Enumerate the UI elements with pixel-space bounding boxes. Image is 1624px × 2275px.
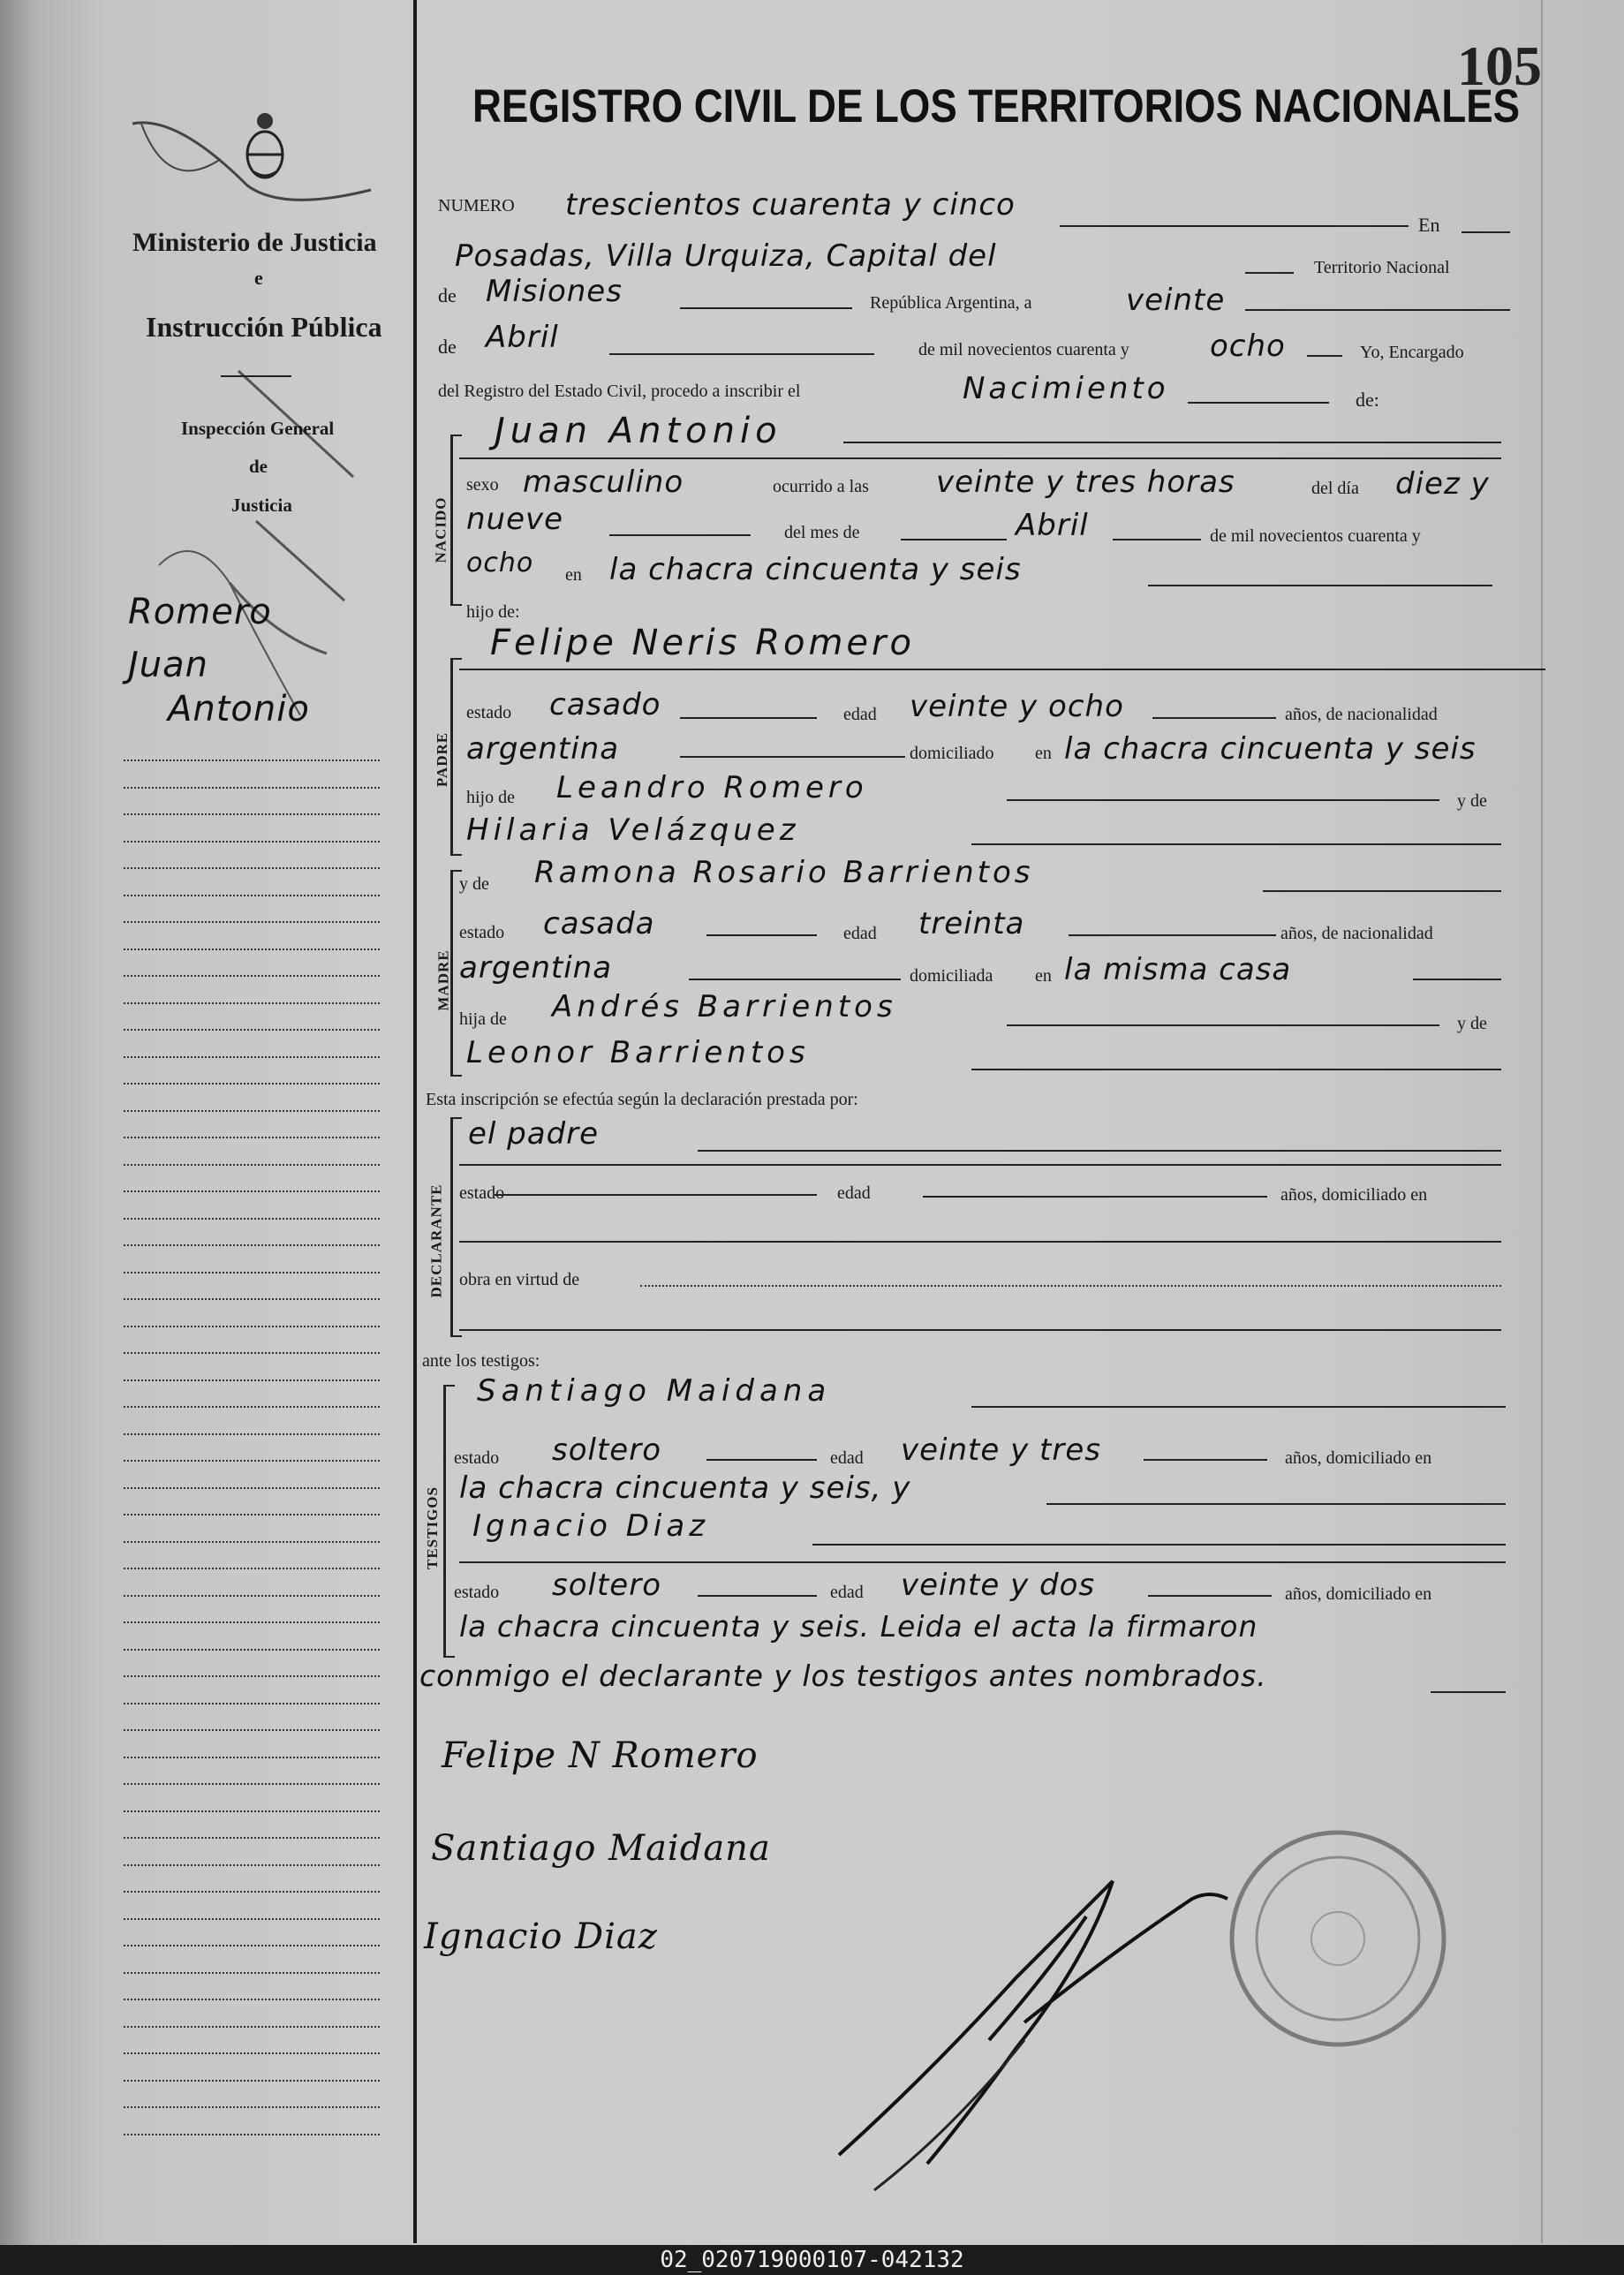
year-value: ocho: [1210, 329, 1286, 364]
margin-ruled-line: [124, 867, 380, 869]
margin-ruled-line: [124, 1433, 380, 1435]
month-line: [609, 353, 874, 355]
inspection-line2: de: [249, 456, 268, 477]
margin-ruled-line: [124, 1190, 380, 1192]
hijo-label: hijo de:: [466, 602, 520, 622]
margin-ruled-line: [124, 949, 380, 950]
margin-ruled-line: [124, 813, 380, 815]
margin-ruled-line: [124, 1298, 380, 1300]
en-label: En: [1418, 214, 1440, 236]
place-value: Posadas, Villa Urquiza, Capital del: [455, 238, 997, 274]
padre-nac-line: [680, 756, 905, 758]
sexo-label: sexo: [466, 475, 499, 495]
declarante-intro: Esta inscripción se efectúa según la declaración prestada por:: [426, 1090, 858, 1109]
margin-ruled-line: [124, 841, 380, 843]
padre-name-line: [459, 669, 1545, 670]
margin-ruled-line: [124, 1703, 380, 1704]
declarante-dom-line: [459, 1241, 1501, 1243]
t2-estado-label: estado: [454, 1583, 500, 1602]
margin-ruled-line: [124, 2106, 380, 2108]
margin-ruled-line: [124, 1864, 380, 1866]
right-edge: [1541, 0, 1543, 2243]
margin-ruled-line: [124, 1783, 380, 1785]
padre-anos-label: años, de nacionalidad: [1285, 705, 1438, 724]
ministry-line2: e: [254, 267, 263, 289]
ministry-line3: Instrucción Pública: [146, 311, 382, 343]
madre-domicilio-label: domiciliada: [910, 966, 993, 986]
dia-value2: nueve: [466, 502, 564, 537]
margin-ruled-line: [124, 1972, 380, 1974]
declarante-estado-label: estado: [459, 1183, 505, 1203]
declarante-bracket: [450, 1117, 462, 1337]
margin-ruled-line: [124, 1945, 380, 1946]
dia2-line: [609, 534, 751, 536]
margin-ruled-line: [124, 2080, 380, 2082]
margin-ruled-line: [124, 1757, 380, 1758]
margin-ruled-line: [124, 1999, 380, 2000]
madre-anos-label: años, de nacionalidad: [1280, 924, 1433, 943]
madre-madre-value: Leonor Barrientos: [466, 1035, 810, 1070]
page-number: 105: [1457, 34, 1542, 97]
margin-ruled-line: [124, 1406, 380, 1408]
margin-ruled-line: [124, 1891, 380, 1893]
dia-value: diez y: [1395, 466, 1490, 502]
registro-label: del Registro del Estado Civil, procedo a inscribir el: [438, 382, 801, 401]
declarante-obra-line2: [459, 1329, 1501, 1331]
closing-line: [1431, 1691, 1506, 1693]
t2-name: Ignacio Diaz: [472, 1508, 710, 1544]
margin-ruled-line: [124, 1568, 380, 1569]
padre-en-label: en: [1035, 744, 1052, 763]
testigos-section-label: TESTIGOS: [424, 1486, 441, 1569]
de2-label: de: [438, 336, 457, 358]
margin-ruled-line: [124, 1837, 380, 1839]
madre-edad-value: treinta: [918, 906, 1025, 941]
madre-domicilio-value: la misma casa: [1064, 952, 1292, 987]
testigos-intro: ante los testigos:: [422, 1351, 540, 1371]
nacido-name-line2: [459, 457, 1501, 459]
padre-estado-label: estado: [466, 703, 512, 722]
t2-dom-value: la chacra cincuenta y seis. Leida el acta la firmaron: [459, 1609, 1258, 1644]
madre-y-de2-label: y de: [1457, 1014, 1487, 1033]
padre-padre-value: Leandro Romero: [556, 770, 868, 805]
del-mes-label: del mes de: [784, 523, 860, 542]
declarante-edad-label: edad: [837, 1183, 871, 1203]
document-title: REGISTRO CIVIL DE LOS TERRITORIOS NACIONALES: [472, 80, 1521, 132]
act-type-line: [1188, 402, 1329, 404]
registrar-signature-icon: [821, 1863, 1316, 2199]
del-dia-label: del día: [1311, 479, 1359, 498]
declarante-section-label: DECLARANTE: [427, 1183, 445, 1298]
madre-en-label: en: [1035, 966, 1052, 986]
signature-2: Santiago Maidana: [431, 1828, 771, 1869]
t1-edad-label: edad: [830, 1448, 864, 1468]
padre-estado-line: [680, 717, 817, 719]
ministry-rule: [221, 375, 291, 377]
padre-section-label: PADRE: [434, 731, 451, 788]
mes-pre-line: [901, 539, 1007, 540]
margin-ruled-line: [124, 1918, 380, 1920]
testigos-bracket: [443, 1385, 455, 1658]
madre-padre-line: [1007, 1024, 1439, 1026]
margin-ruled-line: [124, 1379, 380, 1381]
t1-dom-value: la chacra cincuenta y seis, y: [459, 1470, 911, 1506]
margin-ruled-line: [124, 1649, 380, 1651]
numero-value: trescientos cuarenta y cinco: [565, 187, 1016, 223]
territorio-line: [680, 307, 852, 309]
declarante-estado-line: [495, 1194, 817, 1196]
margin-ruled-line: [124, 1137, 380, 1138]
padre-domicilio-label: domiciliado: [910, 744, 994, 763]
madre-y-de-label: y de: [459, 874, 489, 894]
margin-ruled-line: [124, 1514, 380, 1515]
margin-note-line2: Juan: [128, 645, 209, 685]
margin-ruled-line: [124, 895, 380, 896]
margin-ruled-line: [124, 787, 380, 789]
day-value: veinte: [1126, 283, 1226, 318]
margin-ruled-line: [124, 1002, 380, 1004]
declarante-obra-label: obra en virtud de: [459, 1270, 580, 1289]
t2-estado-value: soltero: [552, 1568, 661, 1603]
margin-ruled-line: [124, 1110, 380, 1112]
nacido-name-line: [843, 442, 1501, 443]
margin-ruled-line: [124, 921, 380, 923]
margin-ruled-line: [124, 2052, 380, 2054]
madre-section-label: MADRE: [434, 949, 452, 1011]
t1-anos-label: años, domiciliado en: [1285, 1448, 1432, 1468]
margin-ruled-line: [124, 1029, 380, 1031]
inspection-line1: Inspección General: [181, 418, 335, 439]
margin-ruled-line: [124, 1460, 380, 1462]
territorio-value: Misiones: [486, 274, 623, 309]
margin-ruled-line: [124, 975, 380, 977]
margin-ruled-line: [124, 1675, 380, 1677]
mil-label: de mil novecientos cuarenta y: [918, 340, 1129, 359]
madre-estado-label: estado: [459, 923, 505, 942]
ocurrido-label: ocurrido a las: [773, 477, 869, 496]
t1-estado-line: [706, 1459, 817, 1461]
margin-ruled-line: [124, 1541, 380, 1543]
madre-hija-label: hija de: [459, 1009, 507, 1029]
closing-text: conmigo el declarante y los testigos antes nombrados.: [419, 1659, 1267, 1693]
margin-ruled-line: [124, 1272, 380, 1274]
t1-dom-line: [1046, 1503, 1506, 1505]
signature-3: Ignacio Diaz: [424, 1916, 658, 1957]
madre-nac-line: [689, 979, 901, 980]
madre-nac-value: argentina: [459, 950, 613, 986]
margin-ruled-line: [124, 760, 380, 761]
madre-padre-value: Andrés Barrientos: [552, 989, 897, 1024]
margin-ruled-line: [124, 1352, 380, 1354]
madre-estado-value: casada: [543, 906, 655, 941]
t1-edad-line: [1144, 1459, 1267, 1461]
t1-estado-value: soltero: [552, 1432, 661, 1468]
mes-value: Abril: [1016, 508, 1089, 543]
sexo-value: masculino: [523, 465, 684, 500]
day-line: [1245, 309, 1510, 311]
margin-ruled-line: [124, 1595, 380, 1597]
t2-edad-line: [1148, 1595, 1272, 1597]
declarante-anos-label: años, domiciliado en: [1280, 1185, 1428, 1205]
t1-estado-label: estado: [454, 1448, 500, 1468]
padre-madre-line: [971, 843, 1501, 845]
margin-ruled-line: [124, 1083, 380, 1085]
t2-name-line2: [459, 1561, 1506, 1563]
madre-estado-line: [706, 934, 817, 936]
margin-ruled-line: [124, 2026, 380, 2028]
numero-line: [1060, 225, 1409, 227]
lugar-line: [1148, 585, 1492, 586]
margin-ruled-line: [124, 1810, 380, 1812]
nacido-bracket: [450, 435, 462, 606]
inspection-line3: Justicia: [231, 495, 292, 516]
padre-name: Felipe Neris Romero: [490, 623, 915, 663]
territorio-label: Territorio Nacional: [1314, 258, 1450, 277]
hora-value: veinte y tres horas: [936, 465, 1235, 500]
scan-id-footer: 02_020719000107-042132: [0, 2245, 1624, 2275]
padre-bracket: [450, 658, 462, 856]
declarante-name-line2: [459, 1164, 1501, 1166]
declarante-obra-line: [640, 1285, 1501, 1287]
nacido-section-label: NACIDO: [432, 496, 449, 563]
en-line: [1462, 231, 1510, 233]
nacido-lugar-value: la chacra cincuenta y seis: [609, 552, 1022, 587]
madre-edad-label: edad: [843, 924, 877, 943]
year-line: [1307, 355, 1342, 357]
padre-domicilio-value: la chacra cincuenta y seis: [1064, 731, 1477, 767]
madre-domicilio-line: [1413, 979, 1501, 980]
padre-nac-value: argentina: [466, 731, 620, 767]
margin-ruled-line: [124, 1056, 380, 1058]
padre-madre-value: Hilaria Velázquez: [466, 812, 800, 848]
margin-note-line3: Antonio: [168, 689, 310, 729]
t2-anos-label: años, domiciliado en: [1285, 1584, 1432, 1604]
margin-ruled-line: [124, 1218, 380, 1220]
t2-name-line: [812, 1544, 1506, 1546]
ministry-line1: Ministerio de Justicia: [132, 228, 377, 257]
margin-ruled-line: [124, 2134, 380, 2135]
margin-ruled-line: [124, 1487, 380, 1489]
margin-ruled-line: [124, 1326, 380, 1327]
act-type-value: Nacimiento: [963, 371, 1169, 406]
padre-padre-line: [1007, 799, 1439, 801]
padre-edad-label: edad: [843, 705, 877, 724]
republica-label: República Argentina, a: [870, 293, 1032, 313]
de-label: de: [438, 284, 457, 306]
margin-ruled-line: [124, 1244, 380, 1246]
padre-estado-value: casado: [549, 687, 661, 722]
padre-edad-value: veinte y ocho: [910, 689, 1124, 724]
t2-edad-value: veinte y dos: [901, 1568, 1096, 1603]
madre-name-line: [1263, 890, 1501, 892]
t1-name: Santiago Maidana: [477, 1373, 832, 1409]
t2-edad-label: edad: [830, 1583, 864, 1602]
de3-label: de:: [1356, 389, 1379, 411]
madre-madre-line: [971, 1069, 1501, 1070]
margin-ruled-line: [124, 1621, 380, 1623]
margin-ruled-line: [124, 1164, 380, 1166]
mes-line: [1113, 539, 1201, 540]
margin-note-line1: Romero: [128, 592, 272, 632]
place-line: [1245, 272, 1294, 274]
madre-edad-line: [1069, 934, 1276, 936]
declarante-name: el padre: [468, 1116, 600, 1152]
signature-1: Felipe N Romero: [442, 1735, 759, 1776]
nacido-en-label: en: [565, 565, 582, 585]
padre-y-de-label: y de: [1457, 791, 1487, 811]
padre-hijo-label: hijo de: [466, 788, 515, 807]
month-value: Abril: [486, 320, 559, 355]
nacido-name: Juan Antonio: [495, 411, 782, 451]
t2-estado-line: [698, 1595, 817, 1597]
t1-name-line: [971, 1406, 1506, 1408]
t1-edad-value: veinte y tres: [901, 1432, 1101, 1468]
padre-edad-line: [1152, 717, 1276, 719]
madre-name: Ramona Rosario Barrientos: [534, 855, 1034, 890]
margin-ruled-line: [124, 1729, 380, 1731]
nacido-year-value: ocho: [466, 548, 534, 578]
nacido-mil-label: de mil novecientos cuarenta y: [1210, 526, 1421, 546]
numero-label: NUMERO: [438, 196, 515, 215]
declarante-edad-line: [923, 1196, 1267, 1198]
yo-label: Yo, Encargado: [1360, 343, 1464, 362]
declarante-name-line: [698, 1150, 1501, 1152]
